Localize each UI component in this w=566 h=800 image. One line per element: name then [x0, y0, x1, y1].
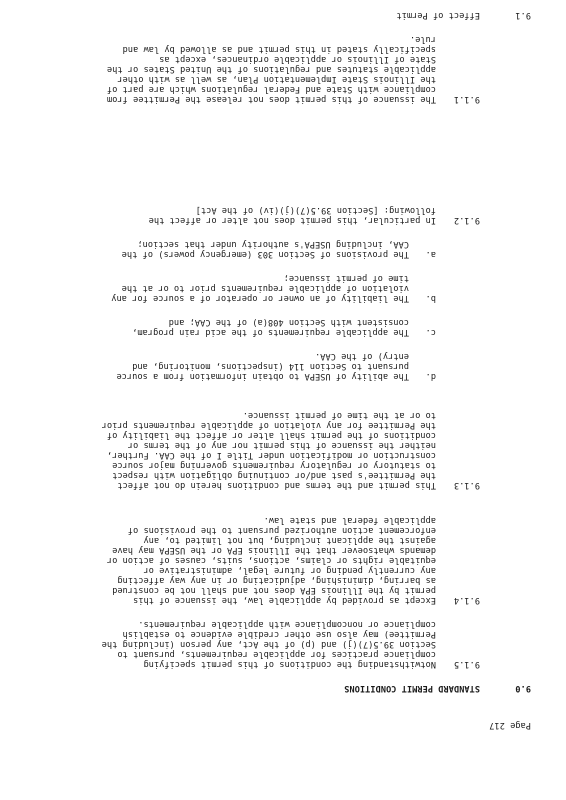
list-item-line: consistent with Section 408(a) of the CAA; and [168, 317, 409, 327]
paragraph-number: 9.1.5 [453, 659, 480, 669]
list-item-letter: c. [425, 327, 436, 337]
list-item-line: pursuant to Section 114 (inspections, monitoring, and [132, 361, 409, 371]
paragraph-line: any currently pending or future legal, administrative or [143, 565, 436, 575]
paragraph-line: rule. [409, 34, 436, 44]
paragraph-line: The issuance of this permit does not release the Permittee from [106, 94, 436, 104]
paragraph-line: the Illinois State Implementation Plan, as well as with other [117, 74, 436, 84]
list-item-line: The liability of an owner or operator of a source for any [111, 293, 409, 303]
paragraph-line: compliance with State and Federal regulations which are part of [106, 84, 436, 94]
paragraph-line: This permit and the terms and conditions herein do not affect [117, 480, 436, 490]
paragraph-line: equitable rights or claims, actions, suits, causes of action or [106, 555, 436, 565]
list-item-letter: b. [425, 293, 436, 303]
subsection-title: Effect of Permit [396, 10, 480, 20]
list-item-line: The applicable requirements of the acid rain program, [132, 327, 409, 337]
list-item-letter: a. [425, 249, 436, 259]
paragraph-line: Section 39.5(7)(j) and (p) of the Act, any person (including the [101, 639, 436, 649]
paragraph-line: applicable statutes and regulations of the United States or the [106, 64, 436, 74]
paragraph-line: In particular, this permit does not alter or affect the [148, 215, 436, 225]
list-item-line: CAA, including USEPA's authority under that section; [137, 239, 409, 249]
paragraph-number: 9.1.1 [453, 94, 480, 104]
subsection-number: 9.1 [515, 10, 531, 20]
list-item-line: violation of applicable requirements prior to or at the [121, 283, 409, 293]
paragraph-line: the Permittee for any violation of applicable requirements prior [101, 420, 436, 430]
paragraph-line: applicable federal and state law. [263, 515, 436, 525]
paragraph-line: construction or modification under Title I of the CAA. Further, [106, 450, 436, 460]
paragraph-line: against the applicant including, but not limited to, any [143, 535, 436, 545]
page-label: Page 217 [489, 720, 531, 730]
section-title: STANDARD PERMIT CONDITIONS [344, 683, 480, 693]
paragraph-line: specifically stated in this permit and as allowed by law and [122, 44, 436, 54]
paragraph-line: demands whatsoever that the Illinois EPA or the USEPA may have [112, 545, 436, 555]
paragraph-line: following: [Section 39.5(7)(j)(iv) of the Act] [195, 205, 436, 215]
list-item-line: The ability of USEPA to obtain information from a source [116, 371, 409, 381]
paragraph-line: as barring, diminishing, adjudicating or in any way affecting [117, 575, 436, 585]
list-item-line: The provisions of Section 303 (emergency powers) of the [121, 249, 409, 259]
paragraph-line: compliance or noncompliance with applicable requirements. [138, 619, 436, 629]
paragraph-line: neither the issuance of this permit nor any of the terms or [127, 440, 436, 450]
paragraph-line: permit by the Illinois EPA does not and shall not be construed [112, 585, 436, 595]
list-item-line: time of permit issuance; [283, 273, 409, 283]
list-item-line: entry) of the CAA. [314, 351, 409, 361]
paragraph-line: State of Illinois or applicable ordinances, except as [159, 54, 436, 64]
list-item-letter: d. [425, 371, 436, 381]
section-number: 9.0 [515, 683, 531, 693]
paragraph-line: the Permittee's past and/or continuing obligation with respect [112, 470, 436, 480]
paragraph-number: 9.1.2 [453, 215, 480, 225]
paragraph-line: conditions of the permit shall alter or affect the liability of [106, 430, 436, 440]
paragraph-line: Except as provided by applicable law, the issuance of this [133, 595, 436, 605]
paragraph-line: to or at the time of permit issuance. [242, 410, 436, 420]
paragraph-line: to statutory or regulatory requirements governing major source [112, 460, 436, 470]
paragraph-line: Permittee) may also use other credible evidence to establish [122, 629, 436, 639]
paragraph-line: Notwithstanding the conditions of this permit specifying [143, 659, 436, 669]
paragraph-line: enforcement action authorized pursuant to the provisions of [127, 525, 436, 535]
paragraph-number: 9.1.3 [453, 480, 480, 490]
paragraph-number: 9.1.4 [453, 595, 480, 605]
paragraph-line: compliance practices for applicable requirements, pursuant to [117, 649, 436, 659]
